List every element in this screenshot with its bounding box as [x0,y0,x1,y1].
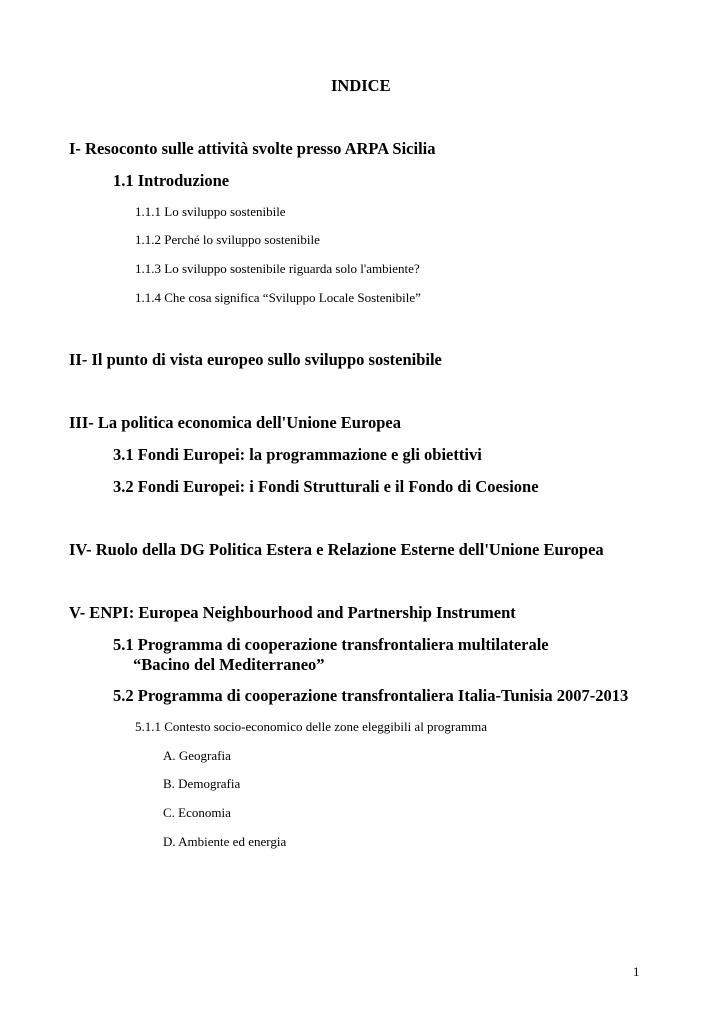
page-number: 1 [633,964,640,979]
page-title: INDICE [331,76,391,95]
toc-subsection-1-1-4: 1.1.4 Che cosa significa “Sviluppo Locale Sostenibile” [135,290,421,305]
toc-chapter-4: IV- Ruolo della DG Politica Estera e Relazione Esterne dell'Unione Europea [69,540,604,559]
toc-subsection-1-1-3: 1.1.3 Lo sviluppo sostenibile riguarda solo l'ambiente? [135,261,420,276]
toc-subsection-5-1-1: 5.1.1 Contesto socio-economico delle zone eleggibili al programma [135,719,487,734]
toc-item-b: B. Demografia [163,776,241,791]
toc-chapter-5: V- ENPI: Europea Neighbourhood and Partnership Instrument [69,603,516,622]
toc-item-c: C. Economia [163,805,231,820]
toc-chapter-1: I- Resoconto sulle attività svolte presso ARPA Sicilia [69,139,436,158]
toc-section-3-1: 3.1 Fondi Europei: la programmazione e gli obiettivi [113,445,482,464]
toc-subsection-1-1-1: 1.1.1 Lo sviluppo sostenibile [135,204,286,219]
toc-item-d: D. Ambiente ed energia [163,834,287,849]
toc-section-3-2: 3.2 Fondi Europei: i Fondi Strutturali e il Fondo di Coesione [113,477,539,496]
toc-chapter-3: III- La politica economica dell'Unione Europea [69,413,401,432]
toc-section-5-1: 5.1 Programma di cooperazione transfrontaliera multilaterale [113,635,549,654]
toc-section-5-2: 5.2 Programma di cooperazione transfrontaliera Italia-Tunisia 2007-2013 [113,686,629,705]
toc-item-a: A. Geografia [163,748,231,763]
toc-subsection-1-1-2: 1.1.2 Perché lo sviluppo sostenibile [135,232,320,247]
toc-section-5-1-continued: “Bacino del Mediterraneo” [133,655,325,674]
toc-chapter-2: II- Il punto di vista europeo sullo sviluppo sostenibile [69,350,442,369]
toc-section-1-1: 1.1 Introduzione [113,171,230,190]
